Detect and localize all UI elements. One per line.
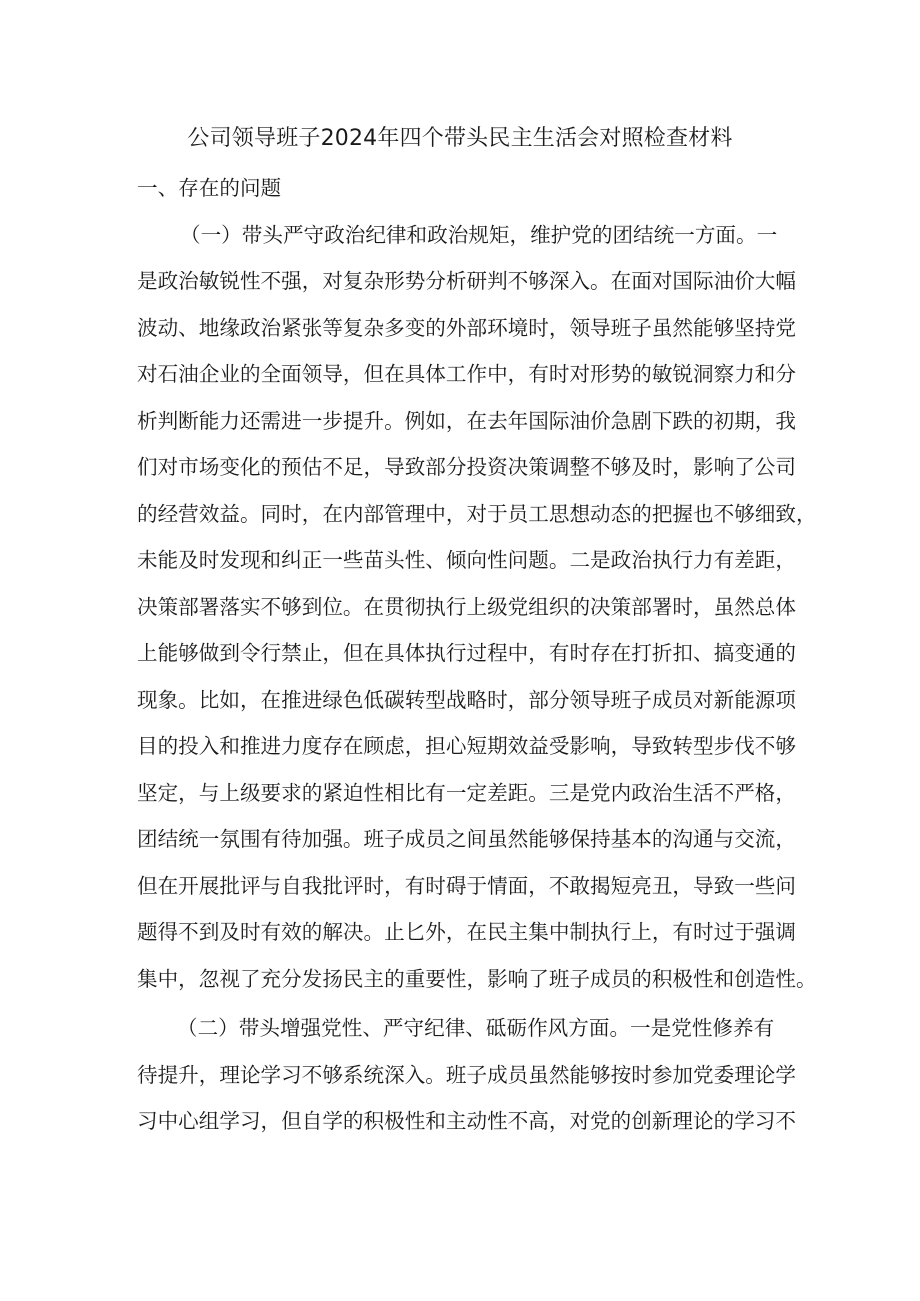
paragraph-line: 团结统一氛围有待加强。班子成员之间虽然能够保持基本的沟通与交流， <box>137 827 796 851</box>
paragraph-line: 现象。比如，在推进绿色低碳转型战略时，部分领导班子成员对新能源项 <box>137 688 796 712</box>
paragraph-line: 对石油企业的全面领导，但在具体工作中，有时对形势的敏锐洞察力和分 <box>137 362 796 386</box>
paragraph-line: 的经营效益。同时，在内部管理中，对于员工思想动态的把握也不够细致， <box>137 502 817 526</box>
paragraph-line: 波动、地缘政治紧张等复杂多变的外部环境时，领导班子虽然能够坚持党 <box>137 316 796 340</box>
section-heading: 一、存在的问题 <box>137 176 282 200</box>
paragraph-line: 题得不到及时有效的解决。止匕外，在民主集中制执行上，有时过于强调 <box>137 920 796 944</box>
paragraph-line: 习中心组学习，但自学的积极性和主动性不高，对党的创新理论的学习不 <box>137 1109 796 1133</box>
paragraph-line: 析判断能力还需进一步提升。例如，在去年国际油价急剧下跌的初期，我 <box>137 409 796 433</box>
paragraph-line: 未能及时发现和纠正一些苗头性、倾向性问题。二是政治执行力有差距， <box>137 548 796 572</box>
paragraph-line: 坚定，与上级要求的紧迫性相比有一定差距。三是党内政治生活不严格， <box>137 781 796 805</box>
paragraph-line: 待提升，理论学习不够系统深入。班子成员虽然能够按时参加党委理论学 <box>137 1063 796 1087</box>
paragraph-line: 目的投入和推进力度存在顾虑，担心短期效益受影响，导致转型步伐不够 <box>137 734 796 758</box>
paragraph-line: 们对市场变化的预估不足，导致部分投资决策调整不够及时，影响了公司 <box>137 455 796 479</box>
paragraph-line: 但在开展批评与自我批评时，有时碍于情面，不敢揭短亮丑，导致一些问 <box>137 874 796 898</box>
paragraph-line: 是政治敏锐性不强，对复杂形势分析研判不够深入。在面对国际油价大幅 <box>137 269 796 293</box>
document-title: 公司领导班子2024年四个带头民主生活会对照检查材料 <box>187 126 733 151</box>
paragraph-line: （二）带头增强党性、严守纪律、砥砺作风方面。一是党性修养有 <box>177 1016 775 1040</box>
paragraph-line: （一）带头严守政治纪律和政治规矩，维护党的团结统一方面。一 <box>180 223 778 247</box>
paragraph-line: 决策部署落实不够到位。在贯彻执行上级党组织的决策部署时，虽然总体 <box>137 595 796 619</box>
paragraph-line: 集中，忽视了充分发扬民主的重要性，影响了班子成员的积极性和创造性。 <box>137 967 817 991</box>
paragraph-line: 上能够做到令行禁止，但在具体执行过程中，有时存在打折扣、搞变通的 <box>137 641 796 665</box>
